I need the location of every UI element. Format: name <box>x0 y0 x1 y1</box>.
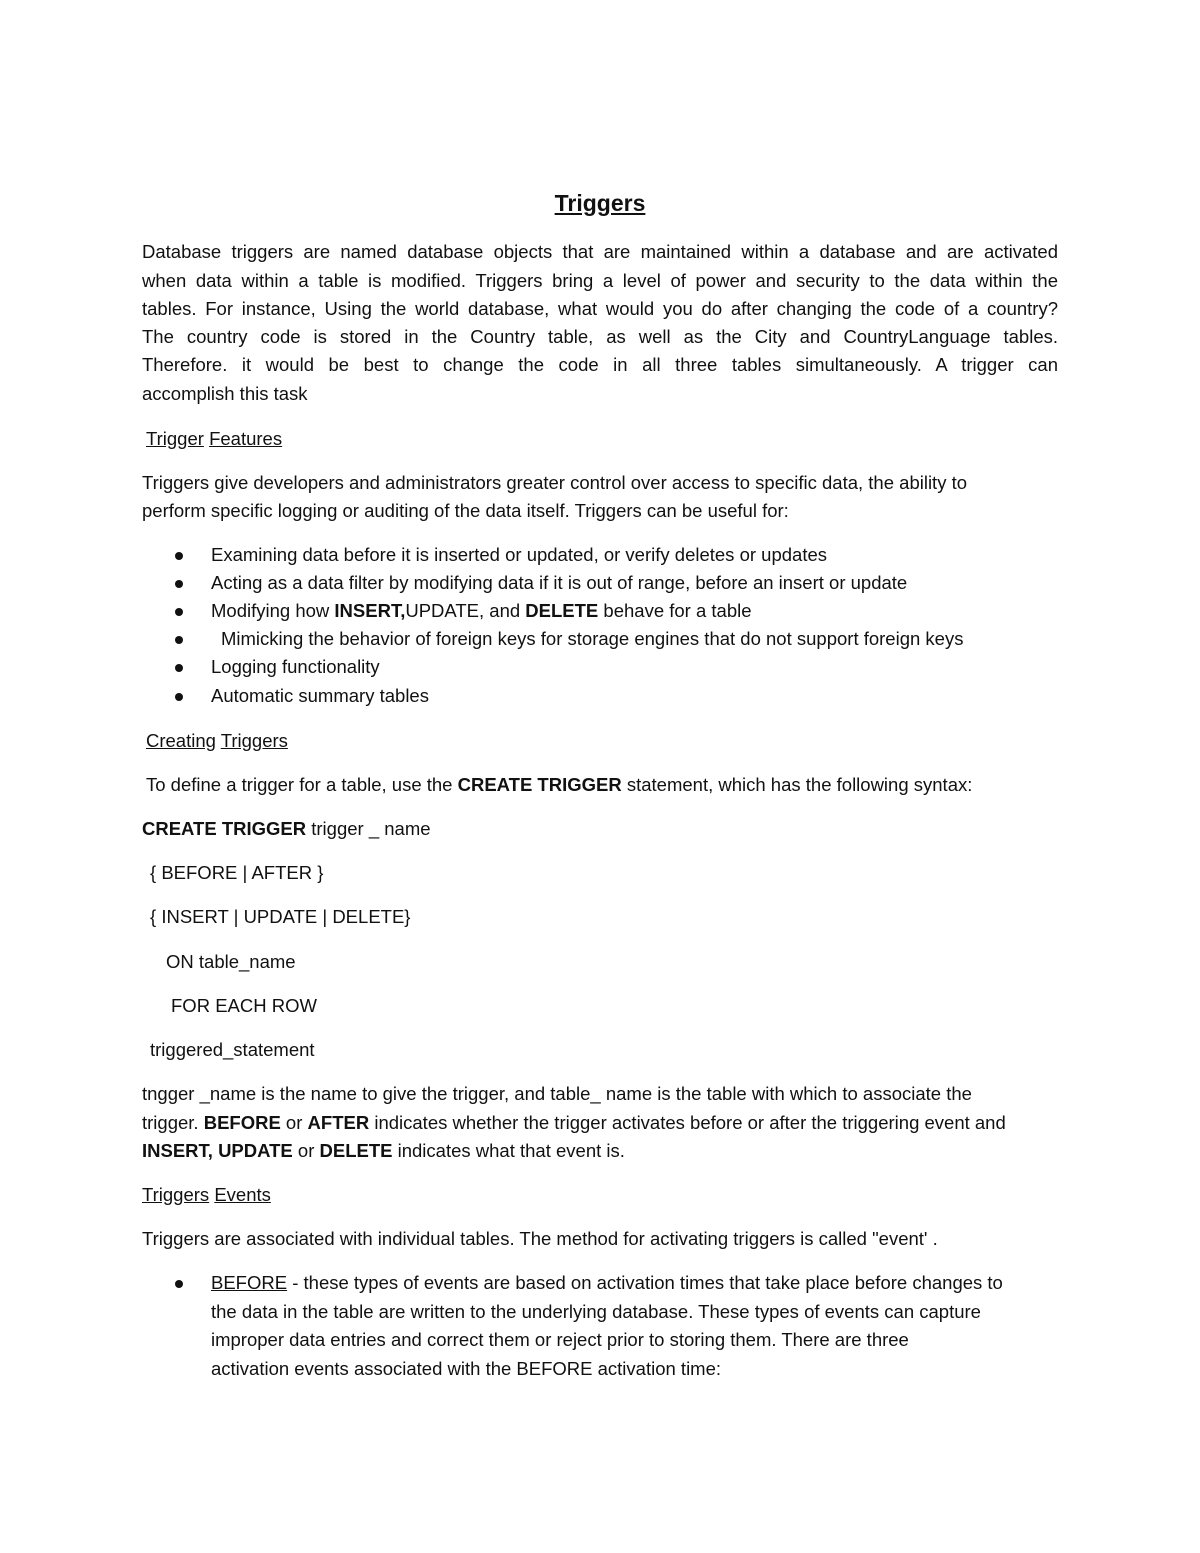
section-heading-events <box>142 1184 271 1206</box>
heading-word: Features <box>209 428 283 449</box>
explain-line: trigger. BEFORE or AFTER indicates whether the trigger activates before or after the triggering event and <box>142 1112 1006 1133</box>
syntax-line: triggered_statement <box>150 1039 315 1060</box>
intro-line: Therefore. it would be best to change the code in all three tables simultaneously. A trigger can <box>142 354 1058 375</box>
bullet-icon <box>175 693 183 701</box>
events-intro: Triggers are associated with individual tables. The method for activating triggers is called "event' . <box>142 1228 938 1249</box>
list-item: BEFORE - these types of events are based on activation times that take place before changes to the data in the table are written to the underlying database. These types of events can capture improper data entries and correct them or reject prior to storing them. There are three activation events associated with the BEFORE activation time: <box>0 1272 1200 1384</box>
heading-word: Triggers <box>220 730 288 751</box>
intro-line: when data within a table is modified. Triggers bring a level of power and security to the data within the <box>142 270 1058 291</box>
creating-intro: To define a trigger for a table, use the CREATE TRIGGER statement, which has the following syntax: <box>146 774 973 795</box>
section-heading-features <box>146 428 282 450</box>
syntax-line: CREATE TRIGGER trigger _ name <box>142 818 431 839</box>
heading-word: Events <box>214 1184 271 1205</box>
intro-line: The country code is stored in the Country table, as well as the City and CountryLanguage tables. <box>142 326 1058 347</box>
syntax-line: FOR EACH ROW <box>171 995 317 1016</box>
heading-word: Trigger <box>146 428 204 449</box>
syntax-line: ON table_name <box>166 951 296 972</box>
section-heading-creating <box>146 730 288 752</box>
bullet-icon <box>175 636 183 644</box>
bullet-icon <box>175 608 183 616</box>
syntax-line: { INSERT | UPDATE | DELETE} <box>150 906 411 927</box>
document-title: Triggers <box>554 190 646 216</box>
heading-word: Creating <box>146 730 216 751</box>
intro-line: tables. For instance, Using the world database, what would you do after changing the code of a country? <box>142 298 1058 319</box>
features-body-line: Triggers give developers and administrators greater control over access to specific data, the ability to <box>142 472 968 493</box>
bullet-icon <box>175 552 183 560</box>
bullet-icon <box>175 664 183 672</box>
bullet-icon <box>175 580 183 588</box>
features-body-line: perform specific logging or auditing of the data itself. Triggers can be useful for: <box>142 500 789 521</box>
explain-line: INSERT, UPDATE or DELETE indicates what that event is. <box>142 1140 625 1161</box>
intro-line: accomplish this task <box>142 383 308 404</box>
intro-line: Database triggers are named database objects that are maintained within a database and are activated <box>142 241 1058 262</box>
syntax-line: { BEFORE | AFTER } <box>150 862 324 883</box>
explain-line: tngger _name is the name to give the trigger, and table_ name is the table with which to associate the <box>142 1083 972 1104</box>
heading-word: Triggers <box>142 1184 210 1205</box>
bullet-icon <box>175 1280 183 1288</box>
before-label: BEFORE <box>211 1272 288 1293</box>
document-page: Triggers Database triggers are named database objects that are maintained within a database and are activated when data within a table is modified. Triggers bring a level of power and security to the data within the tables. For instance, Using the world database, what would you do after changing the code of a country? The country code is stored in the Country table, as well as the City and CountryLanguage tables. Therefore. it would be best to change the code in all three tables simultaneously. A trigger can accomplish this task Trigger Features Triggers give developers and administrators greater control over access to specific data, the ability to perform specific logging or auditing of the data itself. Triggers can be useful for: Examining data before it is inserted or updated, or verify deletes or updates Acting as a data filter by modifying data if it is out of range, before an insert or update Modifying how INSERT,UPDATE, and DELETE behave for a table Mimicking the behavior of foreign keys for storage engines that do not support foreign keys Logging functionality Automatic summary tables Creating Triggers To define a trigger for a table, use the CREATE TRIGGER statement, which has the following syntax: CREATE TRIGGER trigger _ name { BEFORE | AFTER } { INSERT | UPDATE | DELETE} ON table_name FOR EACH ROW triggered_statement tngger _name is the name to give the trigger, and table_ name is the table with which to associate the trigger. BEFORE or AFTER indicates whether the trigger activates before or after the triggering event and INSERT, UPDATE or DELETE indicates what that event is. Triggers Events Triggers are associated with individual tables. The method for activating triggers is called "event' . BEFORE - these types of events are based on activation times that take place before changes to the data in the table are written to the underlying database. These types of events can capture improper data entries and correct them or reject prior to storing them. There are three activation events associated with the BEFORE activation time: <box>0 0 1200 1553</box>
